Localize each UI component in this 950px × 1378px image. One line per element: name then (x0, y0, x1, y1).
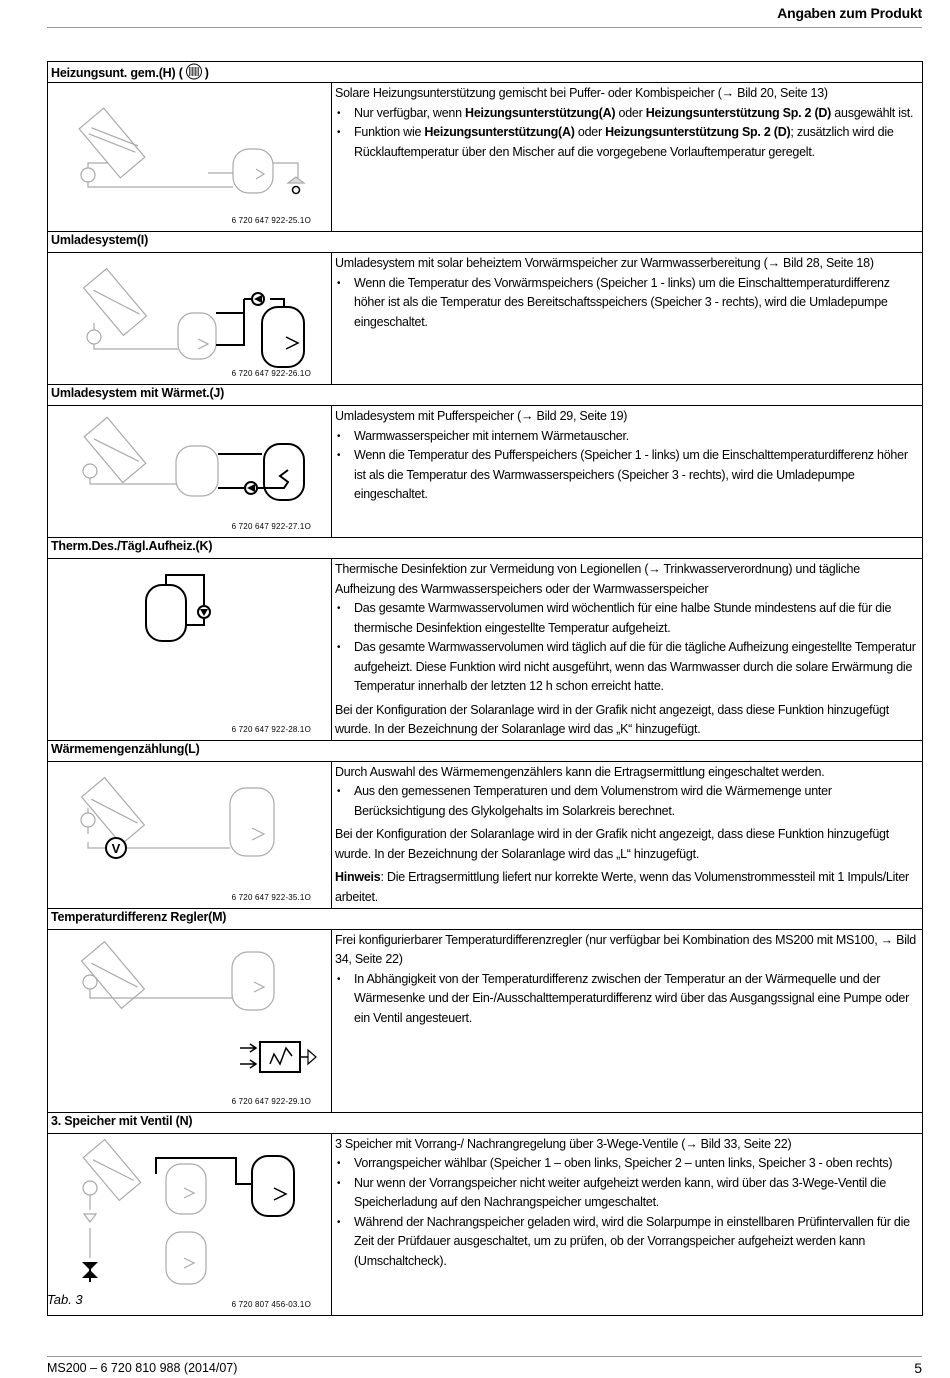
diagram-drei-speicher-ventil (48, 1134, 331, 1315)
table-row (48, 83, 923, 232)
diagram-temperaturdifferenzregler (48, 930, 331, 1112)
row-text (332, 1134, 922, 1272)
bullet-list (335, 970, 918, 1029)
row-heading-i: Umladesystem(I) (48, 232, 923, 253)
figure-id: 6 720 647 922-28.1O (231, 724, 311, 734)
row-text (332, 83, 922, 162)
figure-id: 6 720 647 922-27.1O (231, 522, 311, 531)
table-row (48, 761, 923, 908)
list-item: • Vorrangspeicher wählbar (Speicher 1 – oben links, Speicher 2 – unten links, Speicher 3 - oben rechts) (335, 1154, 918, 1174)
bold-text: Heizungsunterstützung Sp. 2 (D) (645, 105, 832, 120)
list-item: • Wenn die Temperatur des Vorwärmspeichers (Speicher 1 - links) um die Einschalttemperaturdifferenz höher ist als die Temperatur des Bereitschaftsspeichers (Speicher 3 - rechts), wird die Umladepumpe eingeschaltet. (335, 274, 918, 333)
bullet-list (335, 599, 918, 697)
paragraph: Bei der Konfiguration der Solaranlage wird in der Grafik nicht angezeigt, dass diese Funktion hinzugefügt wurde. In der Bezeichnung der Solaranlage wird das „K“ hinzugefügt. (335, 702, 889, 736)
bold-text: Heizungsunterstützung(A) (424, 125, 575, 139)
list-item: • In Abhängigkeit von der Temperaturdifferenz zwischen der Temperatur an der Wärmequelle und der Wärmesenke und der Ein-/Ausschalttemperaturdifferenz wird über das Ausgangssignal eine Pumpe oder ein Ventil angesteuert. (335, 970, 918, 1029)
figure-id: 6 720 647 922-26.1O (231, 369, 311, 378)
table-row (48, 929, 923, 1112)
row-heading-l: Wärmemengenzählung(L) (48, 740, 923, 761)
table-row-heading (48, 385, 923, 406)
figure-id: 6 720 647 922-29.1O (231, 1096, 311, 1106)
table-row-heading (48, 1112, 923, 1133)
bullet-list (335, 1154, 918, 1271)
row-text (332, 253, 922, 332)
list-item: • Wenn die Temperatur des Pufferspeichers (Speicher 1 - links) um die Einschalttemperaturdifferenz höher ist als die Temperatur des Warmwasserspeichers (Speicher 3 - rechts), wird die Umladepumpe eingeschaltet. (335, 446, 918, 505)
text-segment: oder (574, 125, 606, 139)
list-item: • Aus den gemessenen Temperaturen und dem Volumenstrom wird die Wärmemenge unter Berücksichtigung des Glykolgehalts im Solarkreis berechnet. (335, 782, 918, 821)
paragraph: Frei konfigurierbarer Temperaturdifferenzregler (nur verfügbar bei Kombination des MS200 mit MS100, → Bild 34, Seite 22) (335, 932, 916, 966)
bold-text: Hinweis (335, 870, 381, 884)
bold-text: Heizungsunterstützung(A) (465, 105, 616, 120)
table-row-heading (48, 908, 923, 929)
paragraph (335, 868, 918, 907)
paragraph: Durch Auswahl des Wärmemengenzählers kann die Ertragsermittlung eingeschaltet werden. (335, 764, 825, 779)
table-row-heading (48, 232, 923, 253)
text-segment: Nur verfügbar, wenn (354, 105, 466, 120)
row-heading-h: Heizungsunt. gem.(H) (51, 66, 176, 80)
figure-id: 6 720 807 456-03.1O (231, 1299, 311, 1309)
heating-icon: ( ) (178, 66, 209, 80)
table-row-heading (48, 62, 923, 83)
paragraph: 3 Speicher mit Vorrang-/ Nachrangregelung über 3-Wege-Ventile (→ Bild 33, Seite 22) (335, 1136, 792, 1151)
list-item: • Warmwasserspeicher mit internem Wärmetauscher. (335, 427, 918, 447)
table-row (48, 1133, 923, 1315)
table-row (48, 406, 923, 538)
row-heading-m: Temperaturdifferenz Regler(M) (48, 908, 923, 929)
list-item: • Das gesamte Warmwasservolumen wird wöchentlich für eine halbe Stunde mindestens auf die für die thermische Desinfektion eingestellte Temperatur aufgeheizt. (335, 599, 918, 638)
paragraph: Umladesystem mit solar beheiztem Vorwärmspeicher zur Warmwasserbereitung (→ Bild 28, Seite 18) (335, 256, 874, 270)
page-number: 5 (914, 1360, 922, 1376)
row-heading-j: Umladesystem mit Wärmet.(J) (48, 385, 923, 406)
list-item (335, 123, 918, 162)
figure-id: 6 720 647 922-25.1O (231, 216, 311, 225)
bold-text: Heizungsunterstützung Sp. 2 (D) (605, 125, 791, 139)
paragraph: Umladesystem mit Pufferspeicher (→ Bild 29, Seite 19) (335, 409, 628, 423)
text-segment: ausgewählt ist. (831, 105, 914, 120)
row-text (332, 930, 922, 1029)
text-segment: ; zusätzlich wird die Rücklauftemperatur über den Mischer auf die vorgegebene Vorlauftemperatur geregelt. (354, 125, 894, 159)
row-text (332, 406, 922, 505)
table-row (48, 559, 923, 741)
list-item: • Das gesamte Warmwasservolumen wird täglich auf die für die tägliche Aufheizung eingestellte Temperatur aufgeheizt. Diese Funktion wird nicht ausgeführt, wenn das Warmwasser durch die solare Erwärmung die Temperatur innerhalb der letzten 12 h schon erreicht hatte. (335, 638, 918, 697)
figure-id: 6 720 647 922-35.1O (231, 892, 311, 902)
table-row-heading (48, 740, 923, 761)
bullet-list (335, 274, 918, 333)
paragraph: Thermische Desinfektion zur Vermeidung von Legionellen (→ Trinkwasserverordnung) und tägliche Aufheizung des Warmwasserspeichers oder der Warmwasserspeicher (335, 562, 860, 596)
diagram-waermemengenzaehlung (48, 762, 331, 908)
diagram-umladesystem (48, 253, 331, 384)
list-item: • Nur wenn der Vorrangspeicher nicht weiter aufgeheizt werden kann, wird über das 3-Wege-Ventil die Speicherladung auf den Nachrangspeicher umgeschaltet. (335, 1174, 918, 1213)
paragraph: Solare Heizungsunterstützung gemischt bei Puffer- oder Kombispeicher (→ Bild 20, Seite 13) (335, 86, 828, 100)
table-row-heading (48, 538, 923, 559)
text-segment: Funktion wie (354, 125, 425, 139)
list-item (335, 104, 918, 124)
page-header-title: Angaben zum Produkt (777, 5, 922, 21)
diagram-umladesystem-waermetauscher (48, 406, 331, 537)
paragraph: Bei der Konfiguration der Solaranlage wird in der Grafik nicht angezeigt, dass diese Funktion hinzugefügt wurde. In der Bezeichnung der Solaranlage wird das „L“ hinzugefügt. (335, 827, 889, 861)
footer-document-id: MS200 – 6 720 810 988 (2014/07) (47, 1361, 238, 1375)
diagram-heizungsunterstuetzung-gemischt (48, 83, 331, 231)
text-segment: oder (615, 105, 646, 120)
bullet-list (335, 104, 918, 163)
diagram-thermische-desinfektion (48, 559, 331, 739)
bullet-list (335, 782, 918, 821)
function-table (47, 61, 923, 1316)
row-text (332, 762, 922, 908)
row-text (332, 559, 922, 740)
table-row (48, 253, 923, 385)
bullet-list (335, 427, 918, 505)
list-item: • Während der Nachrangspeicher geladen wird, wird die Solarpumpe in einstellbaren Prüfintervallen für die Zeit der Prüfdauer ausgeschaltet, um zu prüfen, ob der Vorrangspeicher aufgeheizt werden kann (Umschaltcheck). (335, 1213, 918, 1272)
footer-rule (47, 1356, 922, 1357)
row-heading-k: Therm.Des./Tägl.Aufheiz.(K) (48, 538, 923, 559)
header-rule (47, 27, 922, 28)
table-caption: Tab. 3 (47, 1292, 83, 1307)
volume-meter-symbol: V (111, 840, 121, 856)
text-segment: : Die Ertragsermittlung liefert nur korrekte Werte, wenn das Volumenstrommessteil mit 1 Impuls/Liter arbeitet. (335, 870, 909, 904)
row-heading-n: 3. Speicher mit Ventil (N) (48, 1112, 923, 1133)
